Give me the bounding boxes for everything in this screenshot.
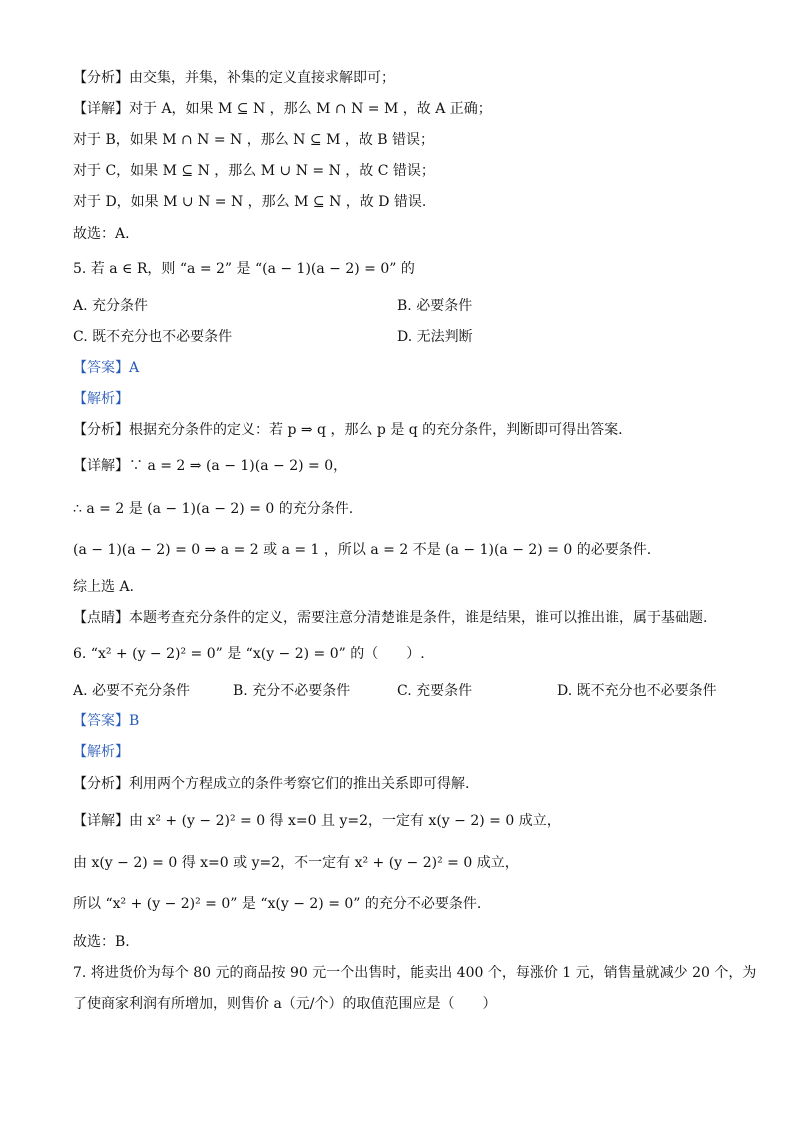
question-7-stem-2: 了使商家利润有所增加，则售价 a（元/个）的取值范围应是（ ） [73,996,497,1012]
question-5-stem: 5. 若 a ∈ R，则 “a = 2” 是 “(a − 1)(a − 2) = 0” 的 [73,261,415,277]
detail-line-q5-1: 【详解】∵ a = 2 ⇒ (a − 1)(a − 2) = 0， [73,458,348,474]
summary-line-q5: 综上选 A. [73,579,135,595]
choice-line-q4: 故选：A. [73,226,130,242]
detail-line-a: 【详解】对于 A，如果 M ⊆ N ，那么 M ∩ N = M ，故 A 正确； [73,101,492,117]
answer-q5: 【答案】A [73,360,140,376]
q6-option-a: A. 必要不充分条件 [73,683,191,699]
analysis-line-q6: 【分析】利用两个方程成立的条件考察它们的推出关系即可得解. [73,776,470,792]
detail-line-q6-3: 所以 “x² + (y − 2)² = 0” 是 “x(y − 2) = 0” 的充分不必要条件. [73,896,482,912]
detail-line-q5-2: ∴ a = 2 是 (a − 1)(a − 2) = 0 的充分条件. [73,501,354,517]
question-7-stem-1: 7. 将进货价为每个 80 元的商品按 90 元一个出售时，能卖出 400 个，每涨价 1 元，销售量就减少 20 个，为 [73,965,757,981]
question-6-stem: 6. “x² + (y − 2)² = 0” 是 “x(y − 2) = 0” 的（ ）. [73,646,425,662]
comment-line-q5: 【点睛】本题考查充分条件的定义，需要注意分清楚谁是条件，谁是结果，谁可以推出谁，属于基础题. [73,610,708,626]
solution-label-q6: 【解析】 [73,744,129,760]
detail-line-q6-1: 【详解】由 x² + (y − 2)² = 0 得 x=0 且 y=2，一定有 x(y − 2) = 0 成立， [73,813,561,829]
q6-option-c: C. 充要条件 [397,683,473,699]
q5-option-d: D. 无法判断 [397,329,473,345]
q6-option-d: D. 既不充分也不必要条件 [557,683,717,699]
choice-line-q6: 故选：B. [73,934,130,950]
detail-line-d: 对于 D，如果 M ∪ N = N ，那么 M ⊆ N ，故 D 错误. [73,194,427,210]
detail-line-b: 对于 B，如果 M ∩ N = N ，那么 N ⊆ M ，故 B 错误； [73,132,435,148]
q5-option-b: B. 必要条件 [397,298,473,314]
analysis-line-q4: 【分析】由交集，并集，补集的定义直接求解即可； [73,70,395,86]
detail-line-c: 对于 C，如果 M ⊆ N ，那么 M ∪ N = N ，故 C 错误； [73,163,435,179]
solution-label-q5: 【解析】 [73,391,129,407]
q6-option-b: B. 充分不必要条件 [233,683,351,699]
analysis-line-q5: 【分析】根据充分条件的定义：若 p ⇒ q ，那么 p 是 q 的充分条件，判断即可得出答案. [73,422,623,438]
q5-option-a: A. 充分条件 [73,298,149,314]
answer-q6: 【答案】B [73,713,140,729]
detail-line-q6-2: 由 x(y − 2) = 0 得 x=0 或 y=2，不一定有 x² + (y − 2)² = 0 成立， [73,855,519,871]
q5-option-c: C. 既不充分也不必要条件 [73,329,233,345]
detail-line-q5-3: (a − 1)(a − 2) = 0 ⇒ a = 2 或 a = 1 ，所以 a = 2 不是 (a − 1)(a − 2) = 0 的必要条件. [73,542,652,558]
